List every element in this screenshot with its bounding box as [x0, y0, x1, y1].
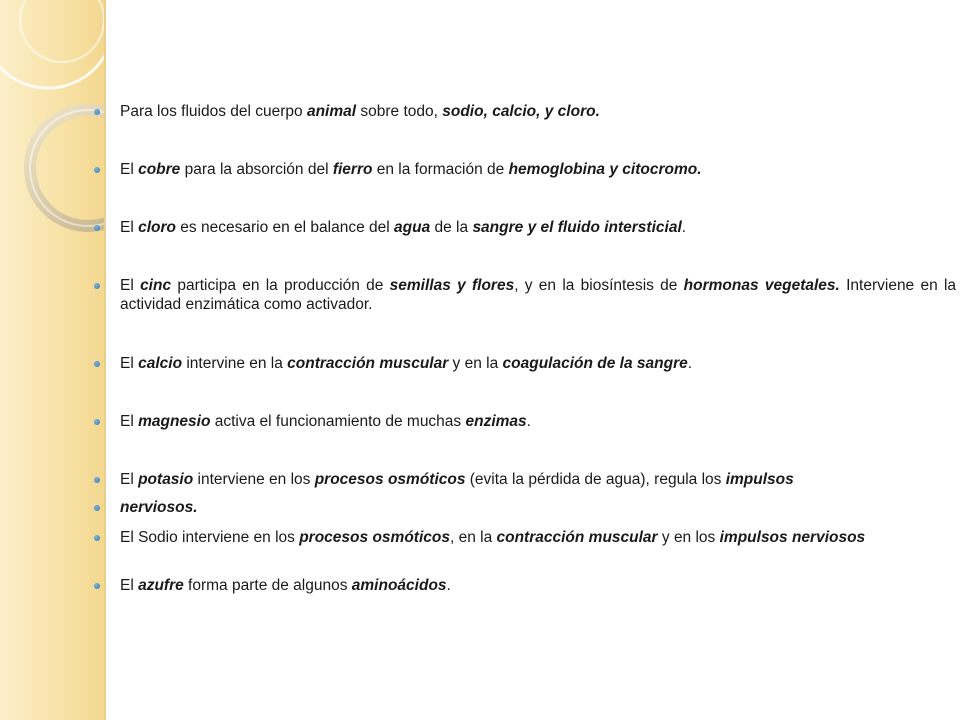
emphasis-text: calcio — [138, 355, 183, 372]
emphasis-text: sangre y el fluido intersticial — [472, 219, 682, 236]
body-text: El Sodio interviene en los — [120, 529, 300, 546]
bullet-item — [92, 498, 956, 517]
decorative-sidebar — [0, 0, 106, 720]
bullet-dot-icon — [94, 283, 100, 289]
emphasis-text: impulsos nerviosos — [719, 529, 866, 546]
body-text: El — [120, 577, 139, 594]
emphasis-text: animal — [306, 103, 357, 120]
bullet-dot-icon — [94, 505, 100, 511]
body-text: para la absorción del — [180, 161, 333, 178]
bullet-item — [92, 276, 956, 314]
bullet-dot-icon — [94, 535, 100, 541]
body-text: es necesario en el balance del — [176, 219, 395, 236]
body-text: . — [687, 355, 693, 372]
body-text: El — [120, 413, 139, 430]
emphasis-text: agua — [394, 219, 431, 236]
bullet-dot-icon — [94, 167, 100, 173]
emphasis-text: procesos osmóticos — [314, 471, 466, 488]
emphasis-text: sodio, calcio, y cloro. — [442, 103, 600, 120]
body-text: participa en la producción de — [171, 277, 390, 294]
body-text: El — [120, 471, 139, 488]
body-text: . — [446, 577, 451, 594]
bullet-item — [92, 576, 956, 595]
body-text: activa el funcionamiento de muchas — [210, 413, 466, 430]
emphasis-text: procesos osmóticos — [299, 529, 450, 546]
body-text: , y en la biosíntesis de — [514, 277, 684, 294]
bullet-dot-icon — [94, 583, 100, 589]
bullet-item — [92, 218, 956, 237]
emphasis-text: nerviosos. — [120, 499, 198, 516]
emphasis-text: cobre — [138, 161, 181, 178]
body-text: en la formación de — [372, 161, 509, 178]
bullet-item — [92, 470, 956, 489]
emphasis-text: cloro — [138, 219, 176, 236]
emphasis-text: semillas y flores — [389, 277, 515, 294]
bullet-item — [92, 354, 956, 373]
bullet-dot-icon — [94, 109, 100, 115]
body-text: . — [681, 219, 687, 236]
emphasis-text: contracción muscular — [287, 355, 449, 372]
bullet-item — [92, 528, 956, 547]
body-text: intervine en la — [182, 355, 288, 372]
bullet-dot-icon — [94, 419, 100, 425]
body-text: sobre todo, — [356, 103, 443, 120]
body-text: , en la — [449, 529, 497, 546]
body-text: Para los fluidos del cuerpo — [120, 103, 307, 120]
emphasis-text: azufre — [138, 577, 184, 594]
emphasis-text: contracción muscular — [496, 529, 658, 546]
emphasis-text: hormonas vegetales. — [683, 277, 840, 294]
emphasis-text: impulsos — [725, 471, 794, 488]
top-ring — [20, 0, 104, 62]
body-text: y en los — [657, 529, 720, 546]
bullet-item — [92, 160, 956, 179]
bullet-dot-icon — [94, 361, 100, 367]
emphasis-text: hemoglobina y citocromo. — [508, 161, 702, 178]
bullet-item — [92, 412, 956, 431]
body-text: interviene en los — [193, 471, 315, 488]
body-text: Interviene en la actividad enzimática como activador. — [120, 277, 957, 313]
body-text: y en la — [448, 355, 503, 372]
emphasis-text: aminoácidos — [351, 577, 447, 594]
body-text: forma parte de algunos — [183, 577, 352, 594]
bullet-item — [92, 102, 956, 121]
ring-decoration — [0, 0, 106, 720]
emphasis-text: fierro — [332, 161, 373, 178]
emphasis-text: cinc — [140, 277, 172, 294]
emphasis-text: enzimas — [465, 413, 527, 430]
body-text: . — [526, 413, 531, 430]
bullet-dot-icon — [94, 477, 100, 483]
body-text: El — [120, 161, 139, 178]
body-text: El — [120, 219, 139, 236]
emphasis-text: potasio — [138, 471, 194, 488]
emphasis-text: coagulación de la sangre — [502, 355, 688, 372]
body-text: (evita la pérdida de agua), regula los — [465, 471, 726, 488]
emphasis-text: magnesio — [138, 413, 211, 430]
large-ring — [0, 0, 106, 88]
body-text: El — [120, 355, 139, 372]
body-text: de la — [430, 219, 473, 236]
bullet-dot-icon — [94, 225, 100, 231]
body-text: El — [120, 277, 141, 294]
